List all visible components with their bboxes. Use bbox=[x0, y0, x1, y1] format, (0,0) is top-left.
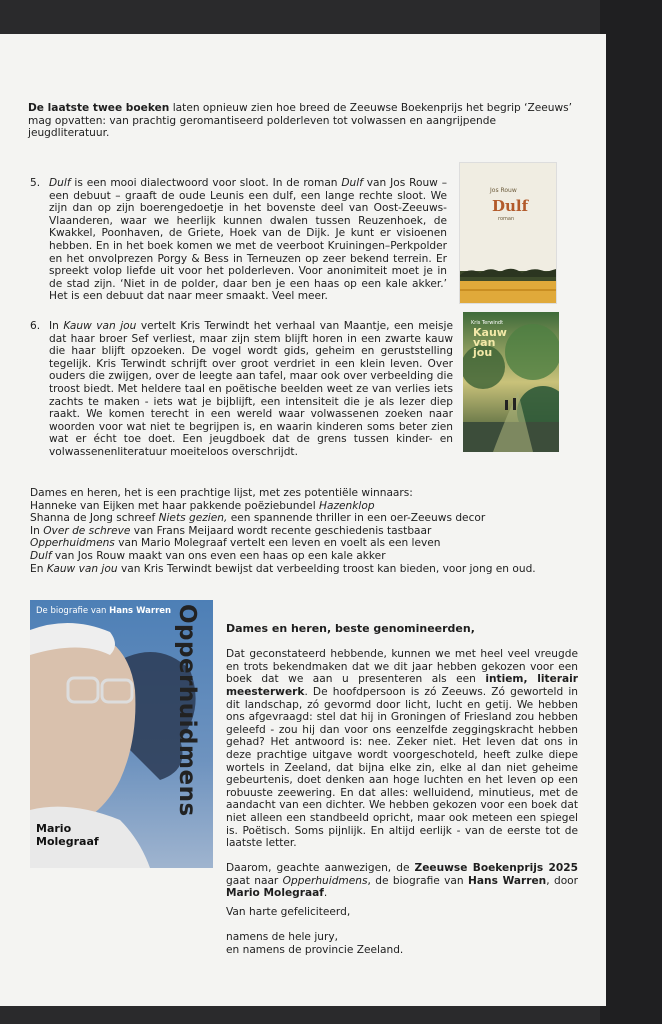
list-item bbox=[30, 550, 570, 563]
speech-text: . De hoofdpersoon is zó Zeeuws. Zó geworteld in dit landschap, zó gevormd door licht, lucht en getij. We hebben ons afgevraagd: stel dat hij in Groningen of Friesland zou hebben geleefd - zou hij dan voor ons eenzelfde zeggingskracht hebben gehad? Het antwoord is: nee. Zeker niet. Het leven dat ons in deze prachtige uitgave wordt voorgeschoteld, heeft zulke diepe wortels in Zeeland, dat bijna elke zin, elke al dan niet geheime gebeurtenis, doet denken aan hoge luchten en het leven op een robuuste zeewering. En dat alles: welluidend, minutieus, met de aandacht van een dichter. We hebben gekozen voor een boek dat niet alleen een standbeeld opricht, maar ook meteen een spiegel is. Poëtisch. Soms pijnlijk. En altijd eerlijk - van de eerste tot de laatste letter. bbox=[226, 685, 578, 850]
item-5-number: 5. bbox=[30, 177, 41, 189]
item-5-paragraph bbox=[49, 177, 447, 303]
list-title: Hazenklop bbox=[319, 499, 375, 512]
dulf-landscape-illustration bbox=[460, 163, 556, 303]
closing-jury: namens de hele jury, bbox=[226, 931, 338, 944]
award-text: Daarom, geachte aanwezigen, de bbox=[226, 862, 415, 875]
cover-subtitle bbox=[36, 606, 171, 616]
intro-paragraph bbox=[28, 102, 573, 140]
list-title: Kauw van jou bbox=[46, 562, 118, 575]
item-5-text-b: van Jos Rouw – een debuut – graaft de oude Leunis een dulf, een lange rechte sloot. We zijn dan op zijn boerengedoetje in het bovenste deel van Oost-Zeeuws-Vlaanderen, waar we heerlijk kunnen dwalen tussen Reuzenhoek, de Kwakkel, Poonhaven, de Griete, Hoek van de Dijk. Je kunt er visioenen hebben. En in het boek komen we met de veerboot Kruiningen–Perkpolder en het onvolprezen Porgy & Bess in Terneuzen op zeer bekend terrein. Er spreekt volop liefde uit voor het polderleven. Voor anonimiteit moet je in de stad zijn. ‘Niet in de polder, daar ben je een haas op een kale akker.’ Het is een debuut dat naar meer smaakt. Veel meer. bbox=[49, 177, 447, 303]
dulf-cover-subtitle: roman bbox=[498, 216, 515, 222]
speech-paragraph bbox=[226, 648, 578, 850]
opperhuidmens-book-cover bbox=[30, 600, 213, 868]
cover-subtitle-name: Hans Warren bbox=[109, 606, 172, 616]
list-text: een spannende thriller in een oer-Zeeuws decor bbox=[227, 512, 486, 525]
item-5-text-a: is een mooi dialectwoord voor sloot. In de roman bbox=[70, 177, 342, 189]
list-title: Niets gezien, bbox=[158, 512, 228, 525]
speech-text: Dat geconstateerd hebbende, kunnen we met heel veel vreugde en trots bekendmaken dat we dit jaar hebben gekozen voor een boek dat we aan u presenteren als een bbox=[226, 648, 578, 686]
cover-author-first: Mario bbox=[36, 822, 72, 835]
item-6-text-b: vertelt Kris Terwindt het verhaal van Maantje, een meisje dat haar broer Sef verliest, maar zijn stem blijft horen in een zwarte kauw die haar blijft opzoeken. De vogel wordt gids, geheim en geruststelling tegelijk. Kris Terwindt schrijft over groot verdriet in een klein leven. Over ouders die zwijgen, over de leegte aan tafel, maar ook over verbeelding die troost biedt. Met heldere taal en poëtische beelden weet ze van verlies iets zachts te maken - iets wat je bijblijft, een intensiteit die je als lezer diep raakt. We komen terecht in een wereld waar volwassenen zoeken naar woorden voor wat niet te begrijpen is, en waarin kinderen soms beter zien wat er écht toe doet. Een jeugdboek dat de grens tussen kinder- en volwassenenliteratuur moeiteloos overschrijdt. bbox=[49, 320, 454, 458]
list-text: In bbox=[30, 524, 44, 537]
award-text: , de biografie van bbox=[367, 874, 469, 887]
kauw-cover-author: Kris Terwindt bbox=[471, 320, 504, 326]
item-5-title-b: Dulf bbox=[341, 177, 363, 189]
list-item bbox=[30, 537, 570, 550]
kauw-cover-title: Kauw van jou bbox=[473, 326, 507, 359]
dulf-book-cover bbox=[459, 162, 557, 304]
award-prize-name: Zeeuwse Boekenprijs 2025 bbox=[414, 862, 579, 875]
intro-bold: De laatste twee boeken bbox=[28, 102, 170, 114]
award-paragraph bbox=[226, 862, 578, 900]
list-item bbox=[30, 512, 570, 525]
background-surface bbox=[600, 0, 662, 1024]
closing-congrats: Van harte gefeliciteerd, bbox=[226, 906, 351, 918]
item-5-title: Dulf bbox=[49, 177, 71, 189]
list-title: Dulf bbox=[30, 549, 52, 562]
list-text: van Frans Meijaard wordt recente geschiedenis tastbaar bbox=[130, 524, 432, 537]
list-title: Opperhuidmens bbox=[30, 537, 115, 550]
closing-section bbox=[226, 906, 578, 956]
award-author-name: Mario Molegraaf bbox=[226, 887, 324, 900]
dulf-cover-title: Dulf bbox=[492, 197, 529, 215]
item-6-paragraph bbox=[49, 320, 453, 459]
list-text: van Jos Rouw maakt van ons even een haas op een kale akker bbox=[51, 549, 386, 562]
list-text: van Kris Terwindt bewijst dat verbeelding troost kan bieden, voor jong en oud. bbox=[117, 562, 536, 575]
award-book-title: Opperhuidmens bbox=[282, 874, 368, 887]
closing-province: en namens de provincie Zeeland. bbox=[226, 943, 404, 956]
cover-author bbox=[36, 822, 99, 848]
cover-author-last: Molegraaf bbox=[36, 835, 99, 848]
award-subject-name: Hans Warren bbox=[468, 874, 547, 887]
list-title: Over de schreve bbox=[43, 524, 131, 537]
speech-emphasis: intiem, literair meesterwerk bbox=[226, 673, 578, 698]
award-text: . bbox=[323, 887, 328, 900]
list-text: Hanneke van Eijken met haar pakkende poëziebundel bbox=[30, 499, 320, 512]
dulf-cover-author: Jos Rouw bbox=[490, 187, 517, 194]
item-6-title: Kauw van jou bbox=[63, 320, 137, 332]
award-text: , door bbox=[546, 874, 579, 887]
item-6-number: 6. bbox=[30, 320, 41, 332]
item-6-text-a: In bbox=[49, 320, 64, 332]
intro-text: laten opnieuw zien hoe breed de Zeeuwse Boekenprijs het begrip ‘Zeeuws’ mag opvatten: van prachtig geromantiseerd polderleven tot volwassen en aangrijpende jeugdliteratuur. bbox=[28, 102, 573, 140]
list-intro: Dames en heren, het is een prachtige lijst, met zes potentiële winnaars: bbox=[30, 487, 413, 499]
kauw-book-cover bbox=[463, 312, 559, 452]
list-item bbox=[30, 525, 570, 538]
list-text: En bbox=[30, 562, 47, 575]
list-item bbox=[30, 500, 570, 513]
nominees-list bbox=[30, 487, 570, 575]
list-text: Shanna de Jong schreef bbox=[30, 512, 159, 525]
list-item bbox=[30, 563, 570, 576]
cover-vertical-title: Opperhuidmens bbox=[174, 604, 200, 817]
speech-heading: Dames en heren, beste genomineerden, bbox=[226, 622, 475, 635]
cover-subtitle-text: De biografie van bbox=[36, 606, 110, 616]
award-text: gaat naar bbox=[226, 874, 283, 887]
list-text: van Mario Molegraaf vertelt een leven en voelt als een leven bbox=[114, 537, 441, 550]
speech-section bbox=[226, 623, 578, 913]
